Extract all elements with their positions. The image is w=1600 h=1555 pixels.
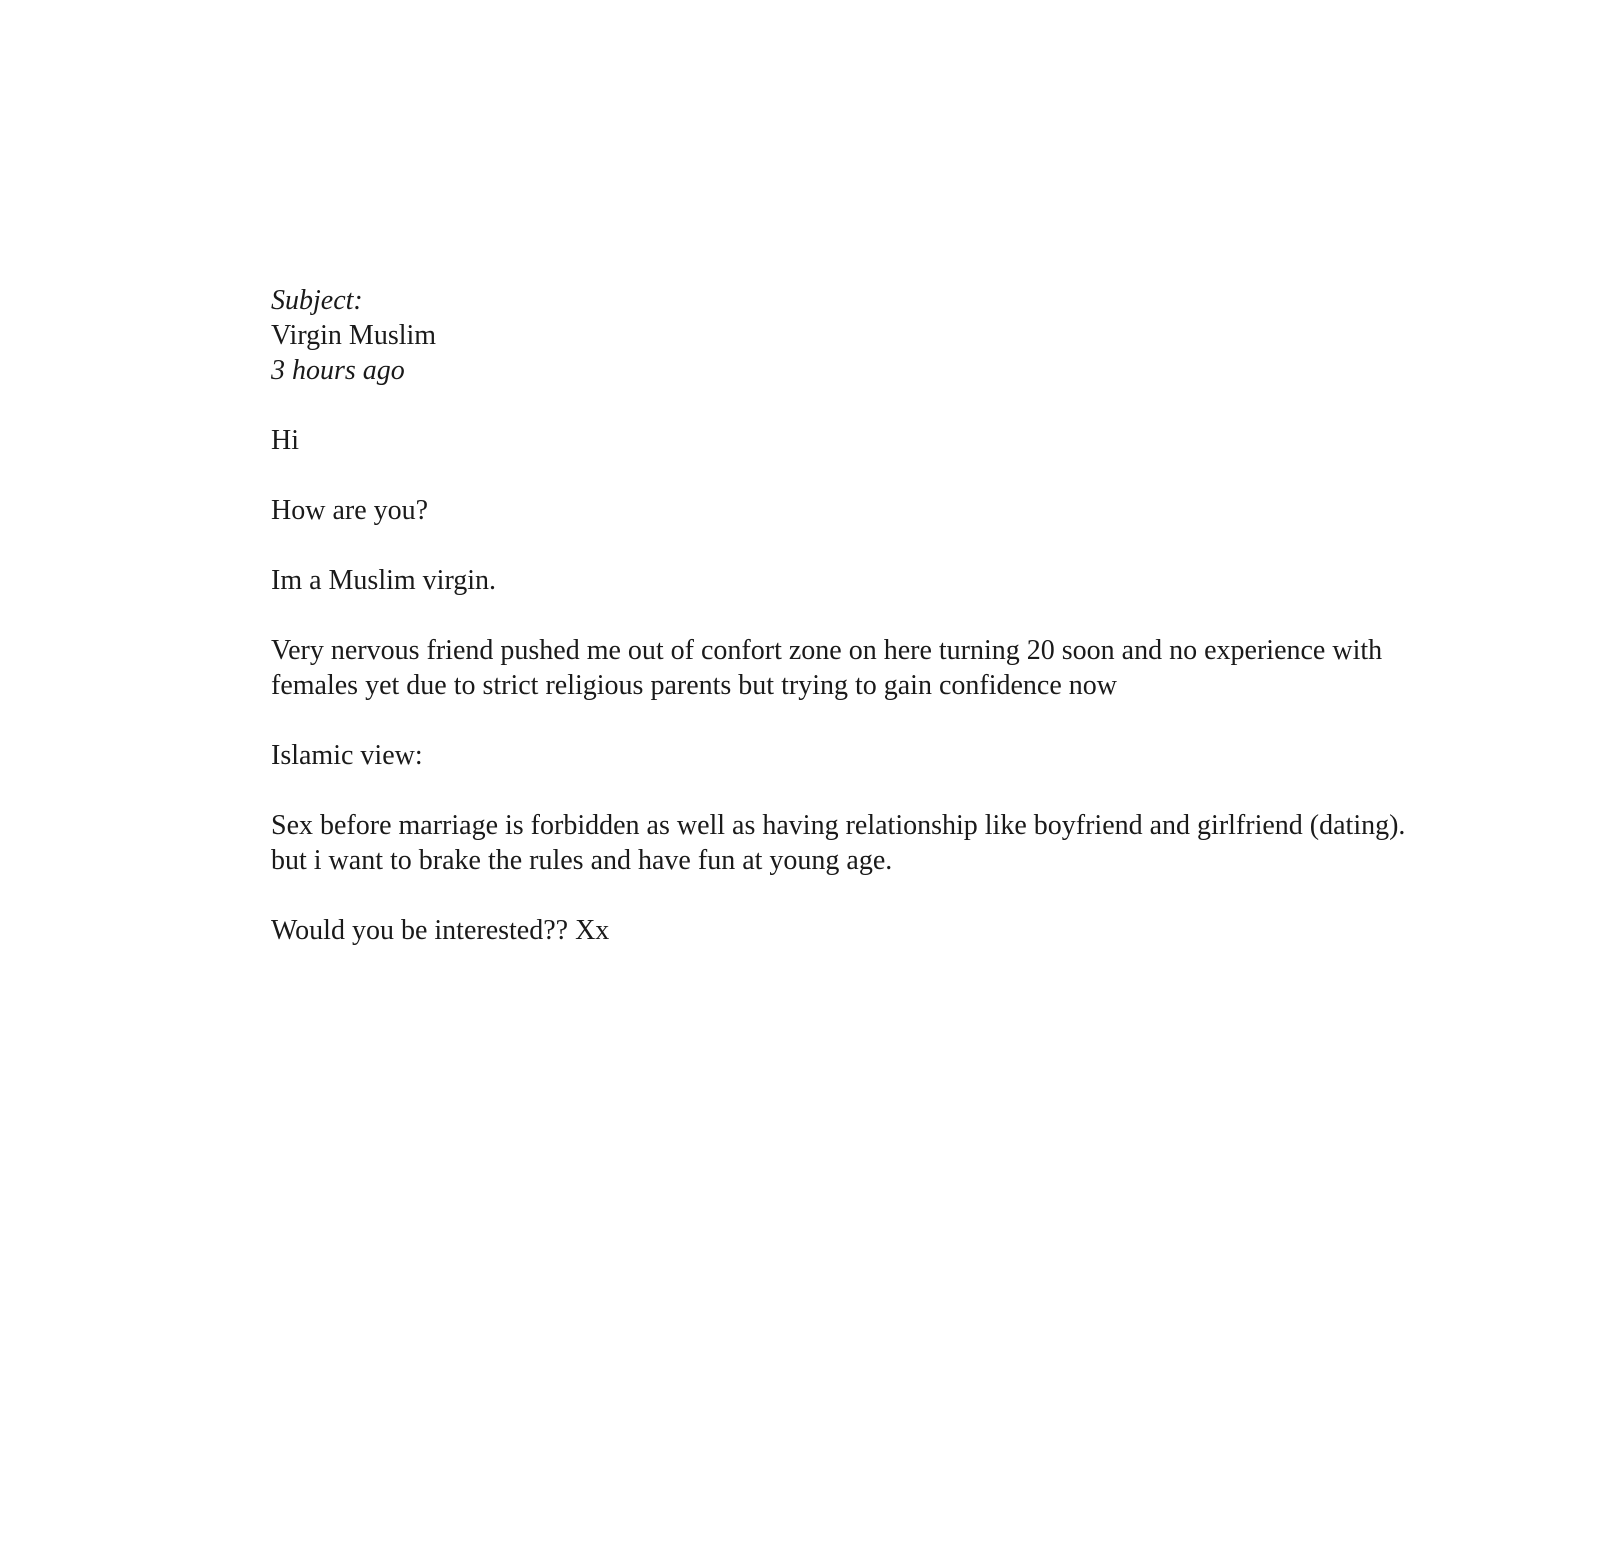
subject-value: Virgin Muslim — [271, 320, 437, 351]
body-paragraph: Hi — [271, 425, 299, 456]
body-paragraph: Im a Muslim virgin. — [271, 565, 497, 596]
message-timestamp: 3 hours ago — [271, 355, 405, 386]
subject-label: Subject: — [271, 285, 363, 316]
body-paragraph: Islamic view: — [271, 740, 423, 771]
body-paragraph: How are you? — [271, 495, 429, 526]
body-paragraph: Very nervous friend pushed me out of confort zone on here turning 20 soon and no experience with females yet due to strict religious parents but trying to gain confidence now — [271, 635, 1383, 701]
message-container — [271, 283, 1411, 948]
message-header — [271, 283, 1411, 388]
message-body — [271, 423, 1411, 948]
body-paragraph: Sex before marriage is forbidden as well as having relationship like boyfriend and girlfriend (dating). but i want to brake the rules and have fun at young age. — [271, 810, 1406, 876]
body-paragraph: Would you be interested?? Xx — [271, 915, 610, 946]
